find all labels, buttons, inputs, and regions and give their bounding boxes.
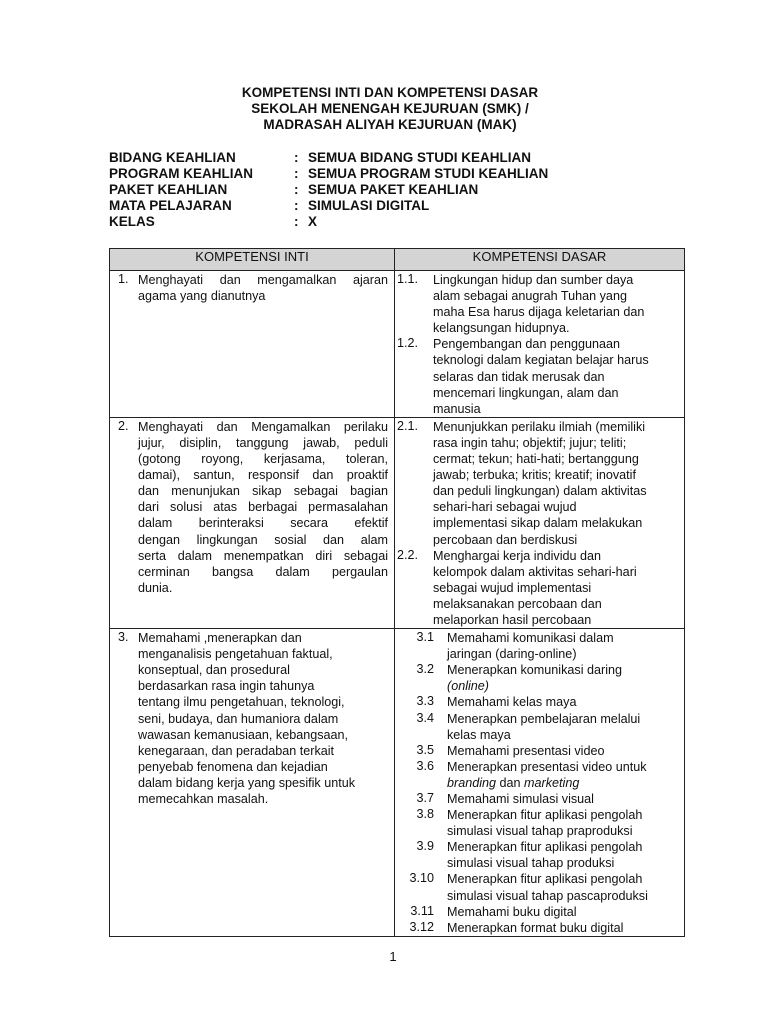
kompetensi-inti-cell [110,417,395,628]
text-line: melaporkan hasil percobaan [433,612,592,627]
title-line: KOMPETENSI INTI DAN KOMPETENSI DASAR [241,85,539,100]
text-line: kenegaraan, dan peradaban terkait [138,743,335,758]
info-colon: : [294,182,299,197]
kd-number: 3.4 [416,710,434,725]
info-row [109,166,548,182]
info-value: X [308,214,318,229]
text-line: sebagai wujud implementasi [433,580,592,595]
text-line: simulasi visual tahap pascaproduksi [447,888,648,903]
ki-text [138,630,388,807]
text-line: sehari-hari sebagai wujud [433,500,577,515]
kd-number: 3.12 [409,919,434,934]
kd-item [395,871,684,903]
info-colon: : [294,166,299,181]
text-line: damai), santun, responsif dan proaktif [138,468,388,483]
table-row [110,417,685,628]
kd-text [433,272,644,336]
table-row [110,271,685,418]
kd-item [395,759,684,791]
text-line [447,775,647,791]
kd-number: 3.6 [416,758,434,773]
text-line: kelas maya [447,727,511,742]
kd-number: 3.5 [416,742,434,757]
text-line: Lingkungan hidup dan sumber daya [433,273,634,287]
info-label: KELAS [109,214,155,229]
text-line: dari solusi atas berbagai permasalahan [138,500,388,515]
text-line: memecahkan masalah. [138,792,269,806]
text-line: selaras dan tidak merusak dan [433,369,605,384]
kd-number: 2.1. [397,418,419,433]
text-line: Menerapkan fitur aplikasi pengolah [447,872,643,887]
title-line: SEKOLAH MENENGAH KEJURUAN (SMK) / [251,101,529,116]
text-line: simulasi visual tahap produksi [447,856,615,871]
kd-text [447,791,594,807]
kd-item [395,336,684,416]
text-line: (gotong royong, kerjasama, toleran, [138,452,388,467]
text-line: seni, budaya, dan humaniora dalam [138,711,339,726]
text-line: menganalisis pengetahuan faktual, [138,647,333,662]
text-line: tentang ilmu pengetahuan, teknologi, [138,695,345,710]
info-colon: : [294,214,299,229]
kd-text [433,548,637,628]
info-block [109,150,548,230]
ki-number: 3. [118,630,129,645]
ki-text [138,272,388,304]
ki-number: 1. [118,272,129,286]
text-line: dalam berinteraksi secara efektif [138,516,388,531]
text-line: dengan lingkungan sosial dan alam [138,532,388,547]
info-value: SEMUA PROGRAM STUDI KEAHLIAN [308,166,549,181]
document-title [0,85,768,133]
text-line: konseptual, dan prosedural [138,663,290,678]
text: dan [496,775,525,790]
text-line: Menerapkan fitur aplikasi pengolah [447,840,643,855]
text-line: teknologi dalam kegiatan belajar harus [433,353,649,368]
kd-text [447,694,576,710]
italic-text: (online) [447,679,489,694]
kd-item [395,548,684,628]
info-colon: : [294,150,299,165]
text-line: Memahami kelas maya [447,695,577,710]
italic-text: branding [447,775,497,790]
kd-item [395,807,684,839]
kd-number: 1.2. [397,336,419,351]
text-line: jaringan (daring-online) [447,647,577,662]
info-colon: : [294,198,299,213]
kd-number: 3.7 [416,791,434,805]
ki-item [110,629,394,807]
competency-table [109,248,685,937]
info-value: SEMUA BIDANG STUDI KEAHLIAN [308,150,532,165]
header-kompetensi-inti: KOMPETENSI INTI [110,249,395,271]
info-row [109,198,548,214]
kd-item [395,662,684,694]
text-line: alam sebagai anugrah Tuhan yang [433,289,627,304]
kd-item [395,791,684,807]
kd-item [395,920,684,936]
kompetensi-dasar-cell [395,417,685,628]
info-value: SEMUA PAKET KEAHLIAN [308,182,479,197]
text-line: Menerapkan format buku digital [447,920,624,935]
text-line: melaksanakan percobaan dan [433,596,602,611]
kd-item [395,630,684,662]
text-line: kelompok dalam aktivitas sehari-hari [433,564,637,579]
text-line: cerminan bangsa dalam pergaulan [138,564,388,579]
ki-number: 2. [118,418,129,433]
kd-number: 3.2 [416,662,434,677]
header-kompetensi-dasar: KOMPETENSI DASAR [395,249,685,271]
text-line: mencemari lingkungan, alam dan [433,385,619,400]
info-label: PROGRAM KEAHLIAN [109,166,253,181]
kd-text [447,759,647,791]
kd-item [395,743,684,759]
text-line: Menerapkan komunikasi daring [447,663,623,678]
kd-number: 1.1. [397,272,419,286]
kd-text [433,336,649,416]
info-value: SIMULASI DIGITAL [308,198,430,213]
text-line: Menghargai kerja individu dan [433,548,602,563]
text-line: implementasi sikap dalam melakukan [433,516,643,531]
kd-text [447,839,642,871]
text-line: Menerapkan fitur aplikasi pengolah [447,808,643,823]
table-header-row [110,249,685,271]
kd-text [447,630,614,662]
kompetensi-dasar-cell [395,271,685,418]
kd-text [447,871,648,903]
kd-number: 3.11 [410,903,434,918]
text-line: agama yang dianutnya [138,289,266,304]
text-line: Memahami ,menerapkan dan [138,631,302,646]
text-line: Memahami presentasi video [447,743,605,758]
kd-item [395,272,684,336]
page-number: 1 [389,949,397,964]
text-line: maha Esa harus dijaga keletarian dan [433,305,645,320]
text-line: dan peduli lingkungan) dalam aktivitas [433,484,647,499]
info-row [109,150,548,166]
text-line: Menerapkan presentasi video untuk [447,759,647,774]
kompetensi-inti-cell [110,629,395,937]
kd-item [395,419,684,548]
kd-number: 3.1 [416,630,434,645]
text-line: jawab; terbuka; kritis; kreatif; inovatif [433,468,636,483]
kd-number: 2.2. [397,547,419,562]
text-line: penyebab fenomena dan kejadian [138,759,328,774]
kompetensi-inti-cell [110,271,395,418]
kd-item [395,904,684,920]
kd-text [447,904,577,920]
kd-item [395,839,684,871]
kd-text [447,920,623,936]
table-row [110,629,685,937]
info-label: BIDANG KEAHLIAN [109,150,236,165]
text-line: dan menunjukan sikap sebagai bagian [138,484,388,499]
text-line: Memahami simulasi visual [447,792,594,806]
text-line: Menghayati dan mengamalkan ajaran [138,273,388,287]
text-line [447,678,622,694]
text-line: percobaan dan berdiskusi [433,532,578,547]
ki-item [110,271,394,304]
text-line: kelangsungan hidupnya. [433,321,570,336]
ki-item [110,418,394,596]
text-line: simulasi visual tahap praproduksi [447,824,633,839]
text-line: Menunjukkan perilaku ilmiah (memiliki [433,419,646,434]
text-line: berdasarkan rasa ingin tahunya [138,679,315,694]
italic-text: marketing [524,775,580,790]
text-line: Menerapkan pembelajaran melalui [447,711,641,726]
kompetensi-dasar-cell [395,629,685,937]
text-line: Memahami buku digital [447,904,577,919]
text-line: rasa ingin tahu; objektif; jujur; teliti; [433,435,627,450]
kd-text [447,662,622,694]
kd-number: 3.9 [416,839,434,854]
text-line: manusia [433,401,481,416]
text-line: wawasan kemanusiaan, kebangsaan, [138,727,349,742]
text-line: Memahami komunikasi dalam [447,631,614,646]
kd-item [395,711,684,743]
kd-item [395,694,684,710]
kd-text [447,807,642,839]
text-line: Pengembangan dan penggunaan [433,337,620,352]
text-line: cermat; tekun; hati-hati; bertanggung [433,452,639,467]
kd-number: 3.8 [416,807,434,822]
kd-text [447,743,605,759]
text-line: serta dalam menempatkan diri sebagai [138,548,388,563]
text-line: jujur, disiplin, tanggung jawab, peduli [138,435,388,450]
kd-text [447,711,640,743]
info-row [109,182,548,198]
text-line: dunia. [138,580,173,595]
kd-number: 3.3 [416,694,434,709]
title-line: MADRASAH ALIYAH KEJURUAN (MAK) [263,117,517,132]
ki-text [138,419,388,596]
kd-text [433,419,647,548]
info-label: MATA PELAJARAN [109,198,232,213]
text-line: Menghayati dan Mengamalkan perilaku [138,419,388,434]
info-label: PAKET KEAHLIAN [109,182,228,197]
text-line: dalam bidang kerja yang spesifik untuk [138,775,356,790]
kd-number: 3.10 [409,871,434,886]
info-row [109,214,548,230]
